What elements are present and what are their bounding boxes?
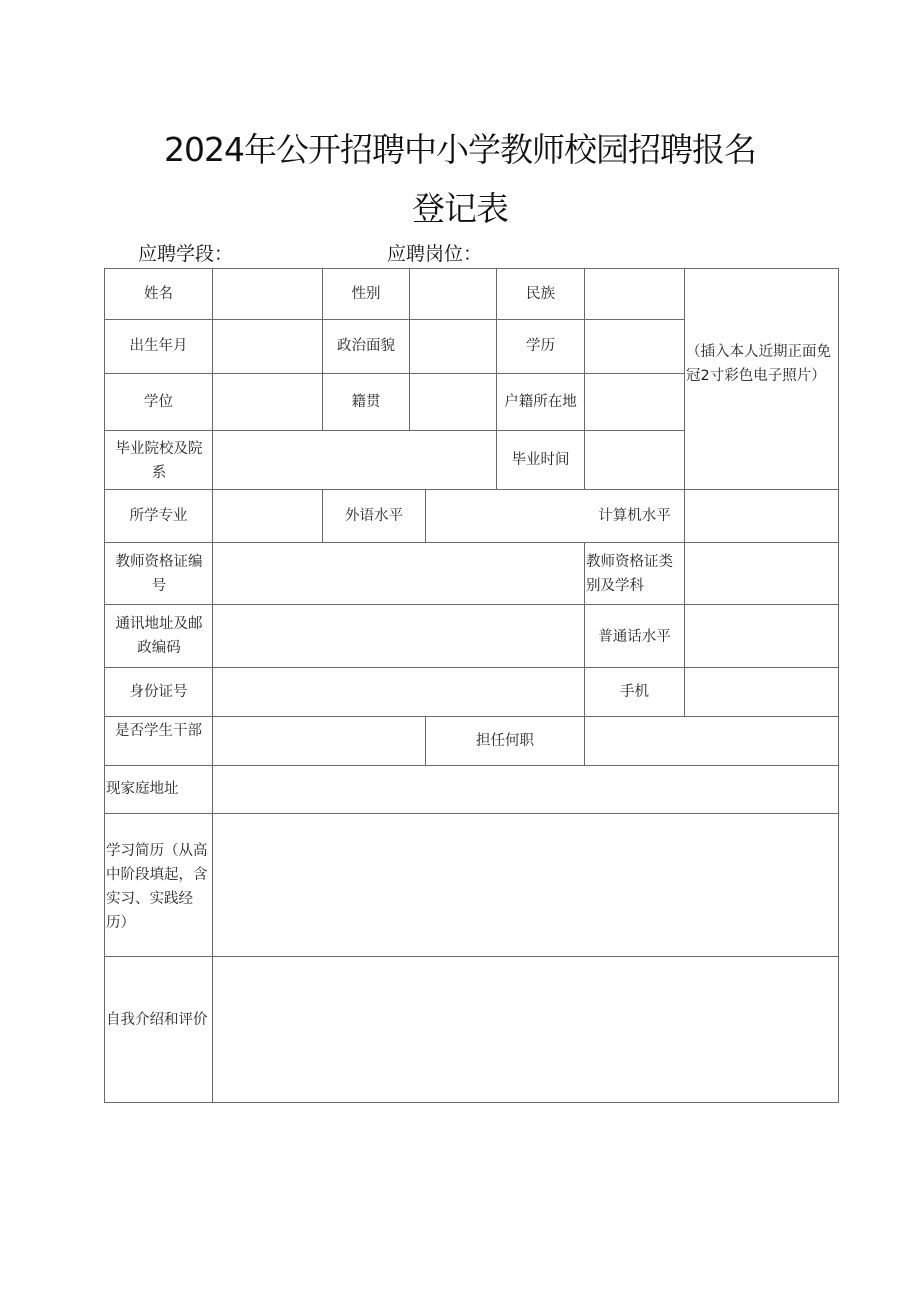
language-field[interactable] — [427, 492, 582, 540]
grad-time-field[interactable] — [586, 433, 682, 487]
row-line — [104, 373, 684, 374]
table-border-top — [104, 268, 839, 269]
form-title-line1: 2024年公开招聘中小学教师校园招聘报名 — [164, 130, 756, 169]
name-label: 姓名 — [144, 286, 173, 302]
ethnicity-label: 民族 — [526, 286, 555, 302]
form-title-line2: 登记表 — [412, 189, 508, 228]
col-line — [684, 489, 685, 716]
resume-label: 学习简历（从高中阶段填起，含实习、实践经历） — [106, 843, 208, 931]
household-field[interactable] — [586, 376, 682, 428]
col-line — [584, 268, 585, 489]
grad-time-label: 毕业时间 — [511, 452, 570, 468]
student-cadre-field[interactable] — [214, 719, 423, 763]
row-line — [104, 667, 839, 668]
computer-field[interactable] — [686, 492, 836, 540]
major-field[interactable] — [214, 492, 320, 540]
native-place-label: 籍贯 — [351, 394, 381, 410]
id-number-field[interactable] — [214, 670, 582, 714]
computer-label: 计算机水平 — [598, 508, 671, 524]
row-line — [104, 542, 839, 543]
gender-field[interactable] — [411, 271, 494, 317]
home-address-field[interactable] — [214, 768, 836, 811]
birth-label: 出生年月 — [129, 338, 188, 354]
row-line — [104, 765, 839, 766]
cert-type-label: 教师资格证类别及学科 — [586, 554, 673, 594]
gender-label: 性别 — [351, 286, 381, 302]
row-line — [104, 319, 684, 320]
student-cadre-label: 是否学生干部 — [115, 723, 202, 739]
self-intro-field[interactable] — [214, 959, 836, 1100]
school-field[interactable] — [214, 433, 494, 487]
position-held-label: 担任何职 — [476, 733, 534, 749]
row-line — [104, 956, 839, 957]
phone-field[interactable] — [686, 670, 836, 714]
position-held-field[interactable] — [586, 719, 836, 763]
degree-field[interactable] — [214, 376, 320, 428]
degree-label: 学位 — [144, 394, 173, 410]
language-label: 外语水平 — [345, 508, 403, 524]
name-field[interactable] — [214, 271, 320, 317]
row-line — [104, 716, 839, 717]
col-line — [212, 268, 213, 1103]
address-label: 通讯地址及邮政编码 — [115, 616, 203, 656]
birth-field[interactable] — [214, 322, 320, 371]
education-field[interactable] — [586, 322, 682, 371]
col-line — [584, 542, 585, 765]
row-line — [104, 430, 684, 431]
home-address-label: 现家庭地址 — [106, 781, 179, 797]
photo-placeholder[interactable]: （插入本人近期正面免冠2寸彩色电子照片） — [686, 344, 831, 384]
table-border-bottom — [104, 1102, 839, 1103]
id-number-label: 身份证号 — [129, 684, 188, 700]
major-label: 所学专业 — [129, 508, 188, 524]
applied-position-label: 应聘岗位： — [387, 243, 483, 265]
col-line — [409, 268, 410, 430]
col-line — [425, 489, 426, 542]
resume-field[interactable] — [214, 816, 836, 954]
col-line — [684, 268, 685, 489]
phone-label: 手机 — [620, 684, 649, 700]
political-label: 政治面貌 — [337, 338, 395, 354]
education-label: 学历 — [526, 338, 555, 354]
cert-no-field[interactable] — [214, 545, 582, 602]
cert-no-label: 教师资格证编号 — [115, 554, 203, 594]
row-line — [104, 604, 839, 605]
row-line — [104, 813, 839, 814]
ethnicity-field[interactable] — [586, 271, 682, 317]
table-border-right — [838, 268, 839, 1103]
political-field[interactable] — [411, 322, 494, 371]
mandarin-field[interactable] — [686, 607, 836, 665]
row-line — [104, 489, 839, 490]
native-place-field[interactable] — [411, 376, 494, 428]
address-field[interactable] — [214, 607, 582, 665]
mandarin-label: 普通话水平 — [598, 629, 671, 645]
school-label: 毕业院校及院系 — [115, 441, 203, 481]
household-label: 户籍所在地 — [504, 394, 577, 410]
self-intro-label: 自我介绍和评价 — [106, 1012, 208, 1028]
cert-type-field[interactable] — [686, 545, 836, 602]
applied-stage-label: 应聘学段： — [138, 243, 234, 265]
